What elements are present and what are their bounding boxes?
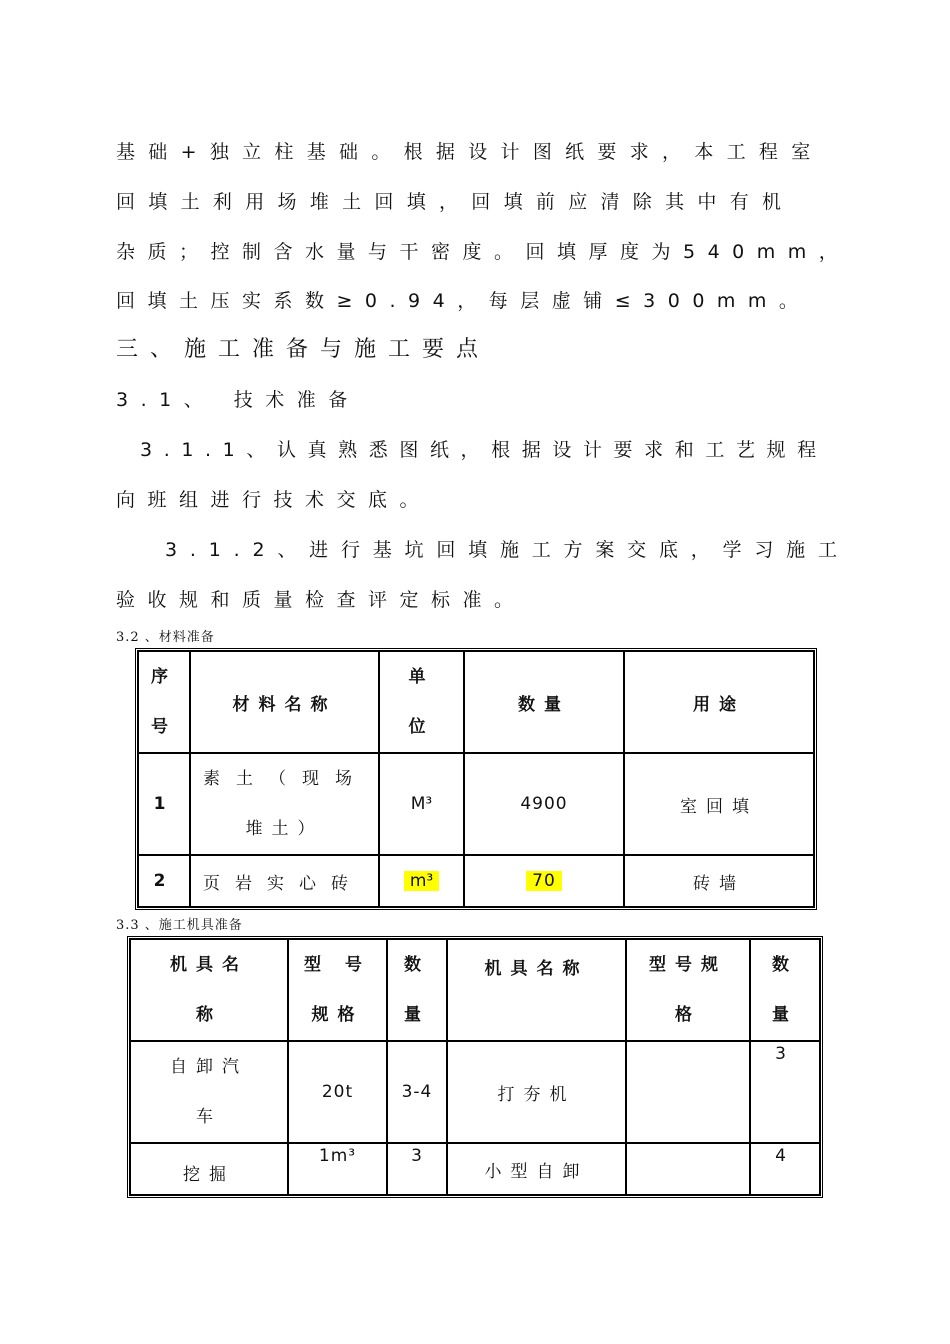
row-quantity-1: 3-4 bbox=[387, 1041, 447, 1143]
row-spec-1: 1m³ bbox=[288, 1143, 387, 1195]
row-usage: 室回填 bbox=[624, 753, 814, 855]
row-spec-1: 20t bbox=[288, 1041, 387, 1143]
paragraph-line-2: 回填土利用场堆土回填，回填前应清除其中有机 bbox=[116, 191, 795, 213]
row-quantity-2: 4 bbox=[750, 1143, 820, 1195]
row-usage: 砖墙 bbox=[624, 855, 814, 907]
section-3-1-2-line-2: 验收规和质量检查评定标准。 bbox=[116, 589, 526, 611]
section-3-1-1-line-2: 向班组进行技术交底。 bbox=[116, 489, 432, 511]
section-3-1-1-line-1: 3.1.1、认真熟悉图纸，根据设计要求和工艺规程 bbox=[140, 439, 828, 461]
header-spec-2: 型号规 格 bbox=[626, 939, 750, 1041]
header-equipment-name-2: 机具名称 bbox=[447, 939, 626, 1041]
header-quantity-1: 数 量 bbox=[387, 939, 447, 1041]
row-unit: M³ bbox=[379, 753, 464, 855]
header-unit: 单 位 bbox=[379, 651, 464, 753]
header-equipment-name-1: 机具名 称 bbox=[130, 939, 288, 1041]
paragraph-line-3: 杂质；控制含水量与干密度。回填厚度为540mm， bbox=[116, 241, 851, 263]
row-serial: 2 bbox=[138, 855, 190, 907]
section-3-3-heading: 3.3 、施工机具准备 bbox=[116, 918, 243, 933]
row-spec-2 bbox=[626, 1143, 750, 1195]
row-serial: 1 bbox=[138, 753, 190, 855]
header-serial: 序 号 bbox=[138, 651, 190, 753]
section-3-2-heading: 3.2 、材料准备 bbox=[116, 630, 215, 645]
table-row bbox=[130, 1143, 820, 1195]
header-quantity-2: 数 量 bbox=[750, 939, 820, 1041]
header-material-name: 材料名称 bbox=[190, 651, 379, 753]
paragraph-line-4: 回填土压实系数≥0.94，每层虚铺≤300mm。 bbox=[116, 290, 811, 312]
paragraph-line-1: 基础+独立柱基础。根据设计图纸要求，本工程室 bbox=[116, 141, 824, 163]
row-quantity: 4900 bbox=[464, 753, 624, 855]
highlighted-quantity: 70 bbox=[526, 871, 562, 891]
row-equipment-name-2: 小型自卸 bbox=[447, 1143, 626, 1195]
header-spec-1: 型 号 规格 bbox=[288, 939, 387, 1041]
row-material-name: 素土（现场 堆土） bbox=[190, 753, 379, 855]
row-quantity-1: 3 bbox=[387, 1143, 447, 1195]
row-equipment-name-1: 自卸汽 车 bbox=[130, 1041, 288, 1143]
row-equipment-name-1: 挖掘 bbox=[130, 1143, 288, 1195]
row-quantity bbox=[464, 855, 624, 907]
section-3-heading: 三、施工准备与施工要点 bbox=[116, 337, 491, 362]
equipment-table bbox=[127, 936, 823, 1198]
section-3-1-heading: 3.1、 技术准备 bbox=[116, 389, 360, 411]
row-equipment-name-2: 打夯机 bbox=[447, 1041, 626, 1143]
row-material-name: 页岩实心砖 bbox=[190, 855, 379, 907]
table-row bbox=[138, 753, 814, 855]
table-row bbox=[138, 855, 814, 907]
header-quantity: 数量 bbox=[464, 651, 624, 753]
row-unit bbox=[379, 855, 464, 907]
section-3-1-2-line-1: 3.1.2、进行基坑回填施工方案交底，学习施工 bbox=[165, 539, 850, 561]
row-quantity-2: 3 bbox=[750, 1041, 820, 1143]
header-usage: 用途 bbox=[624, 651, 814, 753]
table-row bbox=[130, 1041, 820, 1143]
highlighted-unit: m³ bbox=[404, 871, 439, 891]
materials-table bbox=[135, 648, 817, 910]
row-spec-2 bbox=[626, 1041, 750, 1143]
